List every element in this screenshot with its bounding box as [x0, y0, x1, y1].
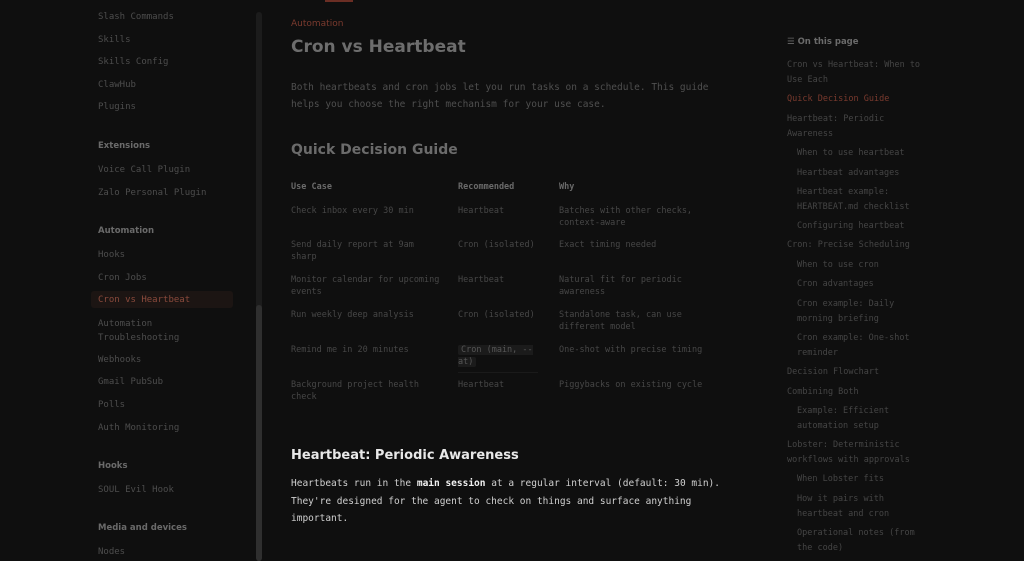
sidebar-heading-automation: Automation [98, 226, 154, 236]
sidebar-item-cron-jobs[interactable]: Cron Jobs [98, 273, 147, 283]
table-cell-why: Standalone task, can use different model [559, 310, 682, 332]
sidebar-item-skills[interactable]: Skills [98, 35, 131, 45]
table-header-use-case: Use Case [291, 182, 332, 192]
sidebar-item-plugins[interactable]: Plugins [98, 102, 136, 112]
table-cell-use-case: Check inbox every 30 min [291, 206, 414, 216]
sidebar-heading-hooks: Hooks [98, 461, 128, 471]
table-cell-recommended: Heartbeat [458, 380, 505, 390]
toc-item[interactable]: When to use heartbeat [797, 148, 905, 158]
sidebar-item-voice-call-plugin[interactable]: Voice Call Plugin [98, 165, 191, 175]
table-header-recommended: Recommended [458, 182, 515, 192]
main-session-emphasis: main session [416, 478, 486, 489]
toc-title: ☰ On this page [787, 37, 859, 47]
table-cell-why: Natural fit for periodic awareness [559, 275, 682, 297]
sidebar-item-gmail-pubsub[interactable]: Gmail PubSub [98, 377, 164, 387]
table-cell-use-case: Background project health check [291, 380, 419, 402]
toc-item[interactable]: Cron example: Daily morning briefing [797, 299, 895, 324]
sidebar-item-slash-commands[interactable]: Slash Commands [98, 12, 174, 22]
sidebar-nav [0, 0, 258, 561]
table-cell-use-case: Run weekly deep analysis [291, 310, 414, 320]
sidebar-item-polls[interactable]: Polls [98, 400, 126, 410]
toc-item[interactable]: How it pairs with heartbeat and cron [797, 494, 890, 519]
toc-item[interactable]: Configuring heartbeat [797, 221, 905, 231]
top-tab-indicator [325, 0, 353, 2]
table-row-divider [458, 372, 538, 373]
inline-code: Cron (main, --at) [458, 345, 533, 367]
sidebar-item-skills-config[interactable]: Skills Config [98, 57, 169, 67]
toc-item-active[interactable]: Quick Decision Guide [787, 94, 890, 104]
section-heading-heartbeat: Heartbeat: Periodic Awareness [291, 448, 519, 463]
page-title: Cron vs Heartbeat [291, 37, 466, 57]
toc-item[interactable]: Decision Flowchart [787, 367, 880, 377]
sidebar-heading-extensions: Extensions [98, 141, 151, 151]
table-cell-why: One-shot with precise timing [559, 345, 703, 355]
sidebar-item-webhooks[interactable]: Webhooks [98, 355, 142, 365]
toc-item[interactable]: Cron example: One-shot reminder [797, 333, 910, 358]
toc-item[interactable]: Heartbeat: Periodic Awareness [787, 114, 885, 139]
toc-item[interactable]: Example: Efficient automation setup [797, 406, 890, 431]
sidebar-item-hooks[interactable]: Hooks [98, 250, 126, 260]
toc-item[interactable]: Cron advantages [797, 279, 874, 289]
sidebar-item-automation-troubleshooting[interactable]: Automation Troubleshooting [98, 319, 180, 343]
section-heading-quick-decision-guide: Quick Decision Guide [291, 142, 458, 158]
toc-item[interactable]: When Lobster fits [797, 474, 884, 484]
sidebar-item-auth-monitoring[interactable]: Auth Monitoring [98, 423, 180, 433]
table-cell-recommended: Heartbeat [458, 275, 505, 285]
sidebar-scrollbar-thumb[interactable] [256, 305, 262, 561]
breadcrumb[interactable]: Automation [291, 19, 344, 29]
toc-item[interactable]: When to use cron [797, 260, 879, 270]
sidebar-item-soul-evil-hook[interactable]: SOUL Evil Hook [98, 485, 174, 495]
table-cell-use-case: Send daily report at 9am sharp [291, 240, 414, 262]
table-cell-why: Piggybacks on existing cycle [559, 380, 703, 390]
table-cell-recommended: Cron (isolated) [458, 240, 535, 250]
sidebar-heading-media-and-devices: Media and devices [98, 523, 187, 533]
toc-item[interactable]: Heartbeat example: HEARTBEAT.md checklist [797, 187, 910, 212]
heartbeat-text-pre: Heartbeats run in the [291, 478, 417, 489]
heartbeat-text-post: at a regular interval (default: 30 min). They're designed for the agent to check on things and surface anything important. [291, 478, 720, 524]
table-cell-use-case: Monitor calendar for upcoming events [291, 275, 440, 297]
table-cell-recommended: Cron (isolated) [458, 310, 535, 320]
table-cell-recommended: Heartbeat [458, 206, 505, 216]
toc-item[interactable]: Operational notes (from the code) [797, 528, 915, 553]
sidebar-item-cron-vs-heartbeat[interactable]: Cron vs Heartbeat [98, 295, 191, 305]
table-cell-why: Batches with other checks, context-aware [559, 206, 693, 228]
toc-item[interactable]: Lobster: Deterministic workflows with approvals [787, 440, 910, 465]
table-cell-recommended [458, 344, 548, 368]
toc-item[interactable]: Heartbeat advantages [797, 168, 900, 178]
toc-item[interactable]: Cron: Precise Scheduling [787, 240, 910, 250]
sidebar-item-zalo-personal-plugin[interactable]: Zalo Personal Plugin [98, 188, 207, 198]
table-cell-use-case: Remind me in 20 minutes [291, 345, 409, 355]
sidebar-item-clawhub[interactable]: ClawHub [98, 80, 136, 90]
intro-paragraph: Both heartbeats and cron jobs let you run tasks on a schedule. This guide helps you choose the right mechanism for your use case. [291, 82, 709, 110]
table-cell-why: Exact timing needed [559, 240, 657, 250]
table-header-why: Why [559, 182, 575, 192]
heartbeat-paragraph [291, 475, 721, 528]
toc-item[interactable]: Cron vs Heartbeat: When to Use Each [787, 60, 921, 85]
sidebar-item-nodes[interactable]: Nodes [98, 547, 126, 557]
toc-item[interactable]: Combining Both [787, 387, 859, 397]
